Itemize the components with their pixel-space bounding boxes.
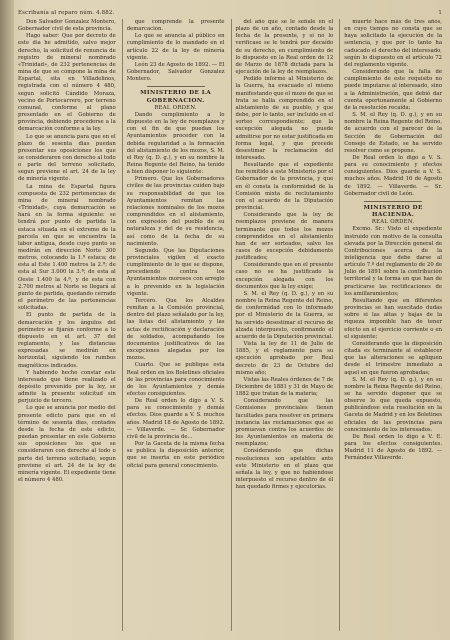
paragraph: Considerando que las Comisiones provinciales tienen facultades para resolver en primera instancia las reclamaciones que se promuevan contra los acuerdos de los Ayuntamientos en materia de reemplazos;	[235, 398, 334, 448]
paragraph: Considerando que la falta de cumplimiento de este requisito no puede imputarse al interesado, sino a la Administración, que debió dar cuenta oportunamente al Gobierno de la resolución recaída;	[344, 69, 442, 111]
paragraph: Don Salvador Gonzalez Montero, Gobernador civil de esta provincia.	[18, 19, 116, 33]
section-subheading: REAL ORDEN.	[154, 104, 197, 111]
paragraph: Dando cumplimiento a lo dispuesto en la ley de reemplazos y con el fin de que puedan los Ayuntamientos proceder con la debida regularidad a la formación del alistamiento de los mozos, S. M. el Rey (q. D. g.), y en su nombre la Reina Regente del Reino, ha tenido a bien disponer lo siguiente:	[126, 111, 225, 176]
paragraph: De Real orden lo digo a V. E. para los efectos consiguientes. Madrid 11 de Agosto de 1892. — Fernández Villaverde.	[344, 433, 442, 462]
paragraph: Por la Gaceta de la misma fecha se publica la disposición anterior, que se inserta en este periódico oficial para general conocimiento.	[126, 441, 225, 469]
section-heading: MINISTERIO DE LA GOBERNACION.	[140, 90, 212, 104]
paragraph: que comprende la presente demarcacion.	[126, 19, 225, 33]
paragraph: Lo que se anuncia al público en cumplimiento de lo mandado en el artículo 22 de la ley de minería vigente.	[126, 33, 225, 61]
paragraph: Primero. Que los Gobernadores civiles de las provincias cuiden bajo su responsabilidad de que los Ayuntamientos remitan las relaciones nominales de los mozos comprendidos en el alistamiento, con expresión del pueblo de su naturaleza y del de su residencia, así como de la fecha de su nacimiento.	[126, 176, 225, 247]
paragraph: Y habiendo hecho constar este interesado que tiene realizado el depósito prevenido por la ley, se admite la presente solicitud sin perjuicio de tercero.	[18, 369, 116, 405]
paragraph: S. M. el Rey (q. D. g.), y en su nombre la Reina Regente del Reino, de acuerdo con el parecer de la Sección de Gobernación del Consejo de Estado, se ha servido resolver como se propone.	[344, 112, 442, 154]
paragraph: El punto de partida de la demarcación y los ángulos del perímetro se fijarán conforme a lo dispuesto en el art. 37 del reglamento, y las distancias expresadas se medirán en horizontal, siguiendo los rumbos magnéticos indicados.	[18, 312, 116, 369]
paragraph: Resultando que en diferentes provincias se han suscitado dudas sobre si las altas y bajas de la riqueza imponible han de tener efecto en el ejercicio corriente o en el siguiente;	[344, 297, 442, 340]
section-heading: MINISTERIO DE HACIENDA.	[363, 204, 423, 219]
column-4	[339, 19, 442, 631]
header-right: 1	[438, 10, 442, 16]
paragraph: Pedido informe al Ministerio de la Guerra, ha evacuado el mismo manifestando que el mozo de que se trata se halla comprendido en el alistamiento de su pueblo, y que debe, por lo tanto, ser incluido en el sorteo correspondiente; que la excepción alegada no puede admitirse por no estar justificada en forma legal, y que procede desestimar la reclamación del interesado.	[235, 76, 334, 161]
section-divider	[364, 201, 422, 202]
column-3	[231, 19, 334, 631]
paragraph: Vistas las Reales órdenes de 7 de Diciembre de 1881 y 31 de Mayo de 1882 que tratan de la materia;	[235, 376, 334, 398]
paragraph: Considerando que en el presente caso no se ha justificado la excepción alegada con los documentos que la ley exige;	[235, 262, 334, 290]
paragraph: Considerando que la disposición citada es terminante al establecer que las alteraciones se apliquen desde el trimestre inmediato a aquel en que fueron aprobadas;	[344, 340, 442, 376]
page-fold-shadow	[0, 0, 14, 640]
paragraph: Cuarto. Que se publique esta Real orden en los Boletines oficiales de las provincias para conocimiento de los Ayuntamientos y demás efectos consiguientes.	[126, 362, 225, 397]
column-1	[18, 19, 116, 631]
paragraph: La mina de Espartal figura compuesta de 232 pertenencias de mina de mineral nombrado «Trinidad», cuya demarcación se hará en la forma siguiente: se tendrá por punto de partida la estaca situada en el extremo de la parcela en que se encuentra la labor antigua, desde cuyo punto se medirán en dirección Norte 300 metros, colocando la 1.ª estaca; de esta al Este 1.400 metros la 2.ª; de esta al Sur 3.000 la 3.ª; de esta al Oeste 1.400 la 4.ª, y de esta con 2.700 metros al Norte se llegará al punto de partida, quedando cerrado el perímetro de las pertenencias solicitadas.	[18, 183, 116, 312]
columns	[18, 19, 442, 631]
paragraph: Vista la ley de 11 de Julio de 1885, y el reglamento para su ejecución aprobado por Real decreto de 23 de Octubre del mismo año;	[235, 341, 334, 376]
paragraph: Lo que se anuncia por medio del presente edicto para que en el término de sesenta dias, contados desde la fecha de este edicto, puedan presentar en este Gobierno sus oposiciones los que se consideraren con derecho al todo o parte del terreno solicitado, segun previene el art. 24 de la ley de minería vigente. El expediente tiene el número 4 480.	[18, 405, 116, 483]
paragraph: De Real orden lo digo a V. S. para su conocimiento y efectos consiguientes. Dios guarde a V. S. muchos años. Madrid 16 de Agosto de 1892. — Villaverde. — Sr. Gobernador civil de León.	[344, 154, 442, 197]
paragraph: Lo que se anuncia para que en el plazo de sesenta dias puedan presentar sus oposiciones los que se consideraren con derecho al todo o parte del terreno solicitado, segun previene el art. 24 de la ley de minería vigente.	[18, 133, 116, 183]
paragraph: del año que se le señale en el plazo de un año, contado desde la fecha de la presente, y si no lo verificase se le tendrá por decaído de su derecho, en cumplimiento de lo dispuesto en la Real orden de 12 de Marzo de 1878 dictada para la ejecución de la ley de reemplazos.	[235, 19, 334, 76]
section-divider	[147, 86, 205, 87]
paragraph: S. M. el Rey (q. D. g.), y en su nombre la Reina Regente del Reino, de conformidad con lo informado por el Ministerio de la Guerra, se ha servido desestimar el recurso de alzada interpuesto, confirmando el acuerdo de la Diputación provincial.	[235, 290, 334, 340]
paragraph: Tercero. Que los Alcaldes remitan a la Comisión provincial, dentro del plazo señalado por la ley, las listas del alistamiento y las actas de rectificación y declaración de soldados, acompañando los documentos justificativos de las excepciones alegadas por los mozos.	[126, 297, 225, 362]
paragraph: Resultando que el expediente fue remitido a este Ministerio por el Gobernador de la provincia, y que en él consta la conformidad de la Comisión mixta de reclutamiento con el acuerdo de la Diputación provincial.	[235, 162, 334, 212]
column-2	[122, 19, 225, 631]
paragraph: muerte hace más de tres años, en cuyo tiempo no consta que se haya solicitado la ejecución de la sentencia, y que por lo tanto ha caducado el derecho del interesado, según lo dispuesto en el artículo 72 del reglamento vigente.	[344, 19, 442, 68]
page-header	[18, 10, 442, 16]
paragraph: Hago saber: Que por decreto de este dia he admitido, salvo mejor derecho, la solicitud de renuncia de registro de mineral nombrado «Trinidad», de 232 pertenencias de mina de que se compone la mina de Espartal, sita en Villadelinos, registrada con el número 4 480, segun solicitó Cándido Moraza, vecino de Portocarrero, por terreno comunal, conforme al plano presentado en el Gobierno de provincia, debiendo procederse a la demarcación conforme a la ley.	[18, 33, 116, 133]
paragraph: Segundo. Que las Diputaciones provinciales vigilen el exacto cumplimiento de lo que se dispone, procediendo contra los Ayuntamientos morosos con arreglo a lo prevenido en la legislación vigente.	[126, 247, 225, 297]
paragraph: Excmo. Sr.: Visto el expediente instruido con motivo de la consulta elevada por la Dirección general de Contribuciones acerca de la inteligencia que debe darse al artículo 7.º del reglamento de 20 de Julio de 1891 sobre la contribución territorial y la forma en que han de practicarse las rectificaciones de los amillaramientos;	[344, 226, 442, 297]
paragraph: Considerando que dichas resoluciones son apelables ante este Ministerio en el plazo que señala la ley, y que no habiéndose interpuesto el recurso dentro de él han quedado firmes y ejecutorias.	[235, 448, 334, 491]
paragraph: Considerando que la ley de reemplazos previene de manera terminante que todos los mozos comprendidos en el alistamiento han de ser sorteados, salvo los casos de excepción debidamente justificados;	[235, 212, 334, 262]
header-left: Escribanía al reparo núm. 4.882.	[18, 10, 115, 16]
paragraph: De Real orden lo digo a V. S. para su conocimiento y demás efectos. Dios guarde a V. S. muchos años. Madrid 18 de Agosto de 1892. — Villaverde. — Sr. Gobernador civil de la provincia de...	[126, 398, 225, 440]
section-subheading: REAL ORDEN.	[371, 219, 415, 226]
paragraph: S. M. el Rey (q. D. g.), y en su nombre la Reina Regente del Reino, se ha servido disponer que se observe lo que queda expuesto, publicándose esta resolución en la Gaceta de Madrid y en los Boletines oficiales de las provincias para conocimiento de los interesados.	[344, 376, 442, 433]
paragraph: León 23 de Agosto de 1892. — El Gobernador, Salvador Gonzalez Montero.	[126, 61, 225, 83]
